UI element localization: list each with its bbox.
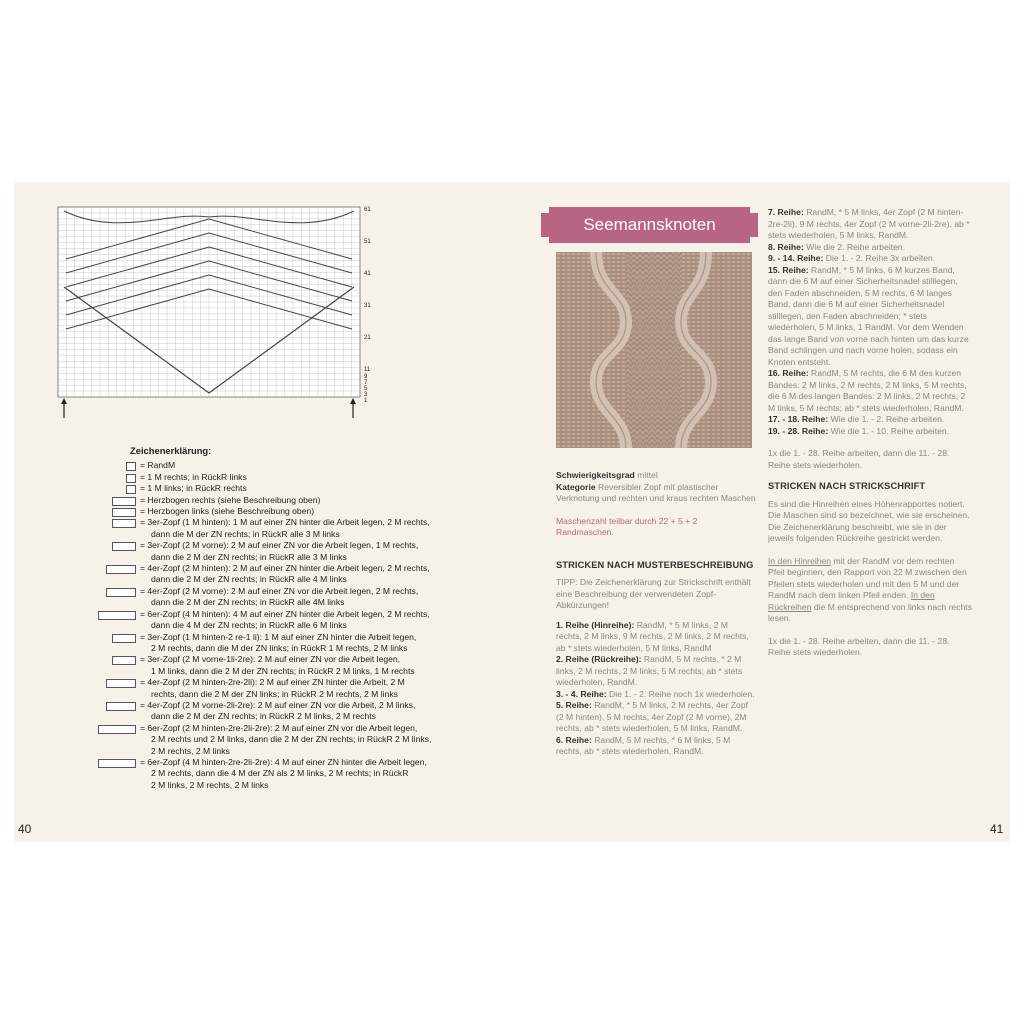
- legend-text: = 4er-Zopf (2 M vorne-2li-2re): 2 M auf einer ZN vor die Arbeit, 2 M links,: [140, 699, 416, 710]
- legend-text: 2 M rechts, dann die 4 M der ZN als 2 M links, 2 M rechts; in RückR: [151, 768, 409, 779]
- legend-text: dann die M der ZN rechts; in RückR alle 3 M links: [151, 528, 340, 539]
- row-text: RandM, * 5 M links, 6 M kurzes Band, dann die 6 M auf einer Sicherheitsnadel stilllegen, den Faden abschneiden, 5 M rechts, 6 M langes Band, dann die 6 M auf einer Sicherheitsnadel stilllegen, den Faden abschneiden; * stets wiederholen, 5 M links, 1 RandM. Vor dem Wenden das lange Band von vorne nach hinten um das kurze Band schlingen und nach vorne holen, sodass ein Knoten entsteht.: [768, 264, 969, 367]
- legend-text: = 3er-Zopf (1 M hinten): 1 M auf einer ZN hinter die Arbeit legen, 2 M rechts,: [140, 517, 430, 528]
- legend-item: [80, 517, 500, 540]
- legend-item: [80, 586, 500, 609]
- page-number-right: 41: [990, 822, 1004, 836]
- legend-symbol-icon: [112, 542, 136, 551]
- legend-item: [80, 677, 500, 700]
- legend-text: dann die 2 M der ZN rechts; in RückR alle 4 M links: [151, 574, 347, 585]
- row-text: Wie die 1. - 10. Reihe arbeiten.: [830, 425, 950, 436]
- legend-item: [80, 757, 500, 791]
- legend-item: [80, 506, 500, 517]
- legend-text: = 3er-Zopf (2 M vorne-1li-2re): 2 M auf einer ZN vor die Arbeit legen,: [140, 654, 401, 665]
- row-label: 7. Reihe:: [768, 207, 804, 217]
- legend-text: = Herzbogen rechts (siehe Beschreibung oben): [140, 494, 321, 505]
- category-label: Kategorie: [556, 481, 596, 492]
- legend-symbol-icon: [112, 656, 136, 665]
- chart-instructions-2: mit der RandM vor dem rechten Pfeil beginnen, den Rapport von 22 M zwischen den Pfeilen stets wiederholen und mit den 5 M und der RandM nach dem linken Pfeil enden.: [768, 555, 967, 600]
- legend-text: = 6er-Zopf (4 M hinten): 4 M auf einer ZN hinter die Arbeit legen, 2 M rechts,: [140, 608, 430, 619]
- row-text: Wie die 2. Reihe arbeiten.: [806, 241, 906, 252]
- chart-row-label: 31: [364, 303, 371, 309]
- legend-symbol-icon: [112, 519, 136, 528]
- chart-instructions: Es sind die Hinreihen eines Höhenrapportes notiert. Die Maschen sind so bezeichnet, wie sie erscheinen. Die Zeichenerklärung beschreibt, wie sie in der jeweils folgenden Rückreihe gestrickt werden.: [768, 498, 970, 543]
- row-label: 9. - 14. Reihe:: [768, 253, 824, 263]
- legend-item: [80, 460, 500, 471]
- chart-row-label: 1: [364, 398, 368, 404]
- knit-sample-photo: [556, 252, 752, 448]
- legend-item: [80, 540, 500, 563]
- legend-text: = 1 M rechts; in RückR links: [140, 471, 247, 482]
- row-instruction: [556, 689, 756, 701]
- legend-symbol-icon: [98, 611, 136, 620]
- difficulty-label: Schwierigkeitsgrad: [556, 470, 635, 480]
- legend-text: 2 M rechts, dann die M der ZN links; in RückR 1 M rechts, 2 M links: [151, 642, 408, 653]
- right-column: [768, 207, 973, 659]
- row-instruction: [768, 253, 973, 265]
- row-text: RandM, 5 M rechts, * 2 M links, 2 M rechts, 2 M links, 5 M rechts; ab * stets wiederholen, RandM.: [556, 654, 743, 687]
- chart-row-label: 5: [364, 386, 368, 392]
- row-text: RandM, * 5 M links, 2 M rechts, 4er Zopf (2 M hinten), 5 M rechts, 4er Zopf (2 M vorne), 2M rechts, ab * stets wiederholen, 5 M links, RandM.: [556, 700, 749, 733]
- row-label: 6. Reihe:: [556, 734, 592, 745]
- legend-text: = 6er-Zopf (4 M hinten-2re-2li-2re): 4 M auf einer ZN hinter die Arbeit legen,: [140, 756, 427, 767]
- knitting-chart: [50, 205, 380, 420]
- row-text: RandM, * 5 M links, 4er Zopf (2 M hinten-2re-2li), 9 M rechts, 4er Zopf (2 M vorne-2li-2re), ab * stets wiederholen, 5 M links, RandM.: [768, 207, 970, 240]
- row-label: 5. Reihe:: [556, 700, 592, 710]
- difficulty-value: mittel: [637, 470, 658, 480]
- row-text: Wie die 1. - 2. Reihe arbeiten.: [830, 414, 945, 424]
- row-instruction: [768, 414, 973, 426]
- chart-row-label: 61: [364, 207, 371, 213]
- legend-text: = 6er-Zopf (2 M hinten-2re-2li-2re): 2 M auf einer ZN vor die Arbeit legen,: [140, 722, 418, 733]
- legend-item: [80, 472, 500, 483]
- row-text: RandM, * 5 M links, 2 M rechts, 2 M links, 9 M rechts, 2 M links, 2 M rechts, ab * stets wiederholen, 5 M links, RandM: [556, 619, 749, 653]
- row-text: RandM, 5 M rechts, die 6 M des kurzen Bandes: 2 M links, 2 M rechts, 2 M links, 5 M rechts, die 6 M des langen Bandes: 2 M links, 2 M rechts, 2 M links, 5 M rechts; ab * stets wiederholen, RandM.: [768, 368, 967, 413]
- row-text: Die 1. - 2. Reihe 3x arbeiten.: [825, 253, 936, 263]
- legend-text: 2 M rechts und 2 M links, dann die 2 M der ZN rechts; in RückR 2 M links,: [151, 734, 432, 745]
- chart-row-label: 11: [364, 367, 371, 373]
- row-instruction: [768, 368, 973, 414]
- repeat-note: 1x die 1. - 28. Reihe arbeiten, dann die 11. - 28. Reihe stets wiederholen.: [768, 448, 950, 470]
- row-instruction: [768, 265, 973, 369]
- row-instruction: [556, 620, 756, 655]
- legend-symbol-icon: [126, 474, 136, 483]
- legend-text: = 3er-Zopf (2 M vorne): 2 M auf einer ZN vor die Arbeit legen, 1 M rechts,: [140, 540, 419, 551]
- row-instruction: [768, 242, 973, 254]
- page-number-left: 40: [18, 822, 32, 836]
- legend-symbol-icon: [106, 588, 136, 597]
- legend-heading: Zeichenerklärung:: [130, 445, 212, 456]
- row-label: 2. Reihe (Rückreihe):: [556, 654, 642, 664]
- legend-text: = 4er-Zopf (2 M hinten-2re-2li): 2 M auf einer ZN hinter die Arbeit, 2 M: [140, 677, 405, 688]
- left-column: [556, 470, 756, 758]
- row-label: 17. - 18. Reihe:: [768, 414, 829, 424]
- row-instruction: [556, 735, 756, 758]
- chart-row-label: 7: [364, 380, 368, 386]
- chart-row-label: 41: [364, 271, 371, 277]
- legend-item: [80, 563, 500, 586]
- legend-text: 2 M rechts, 2 M links: [151, 745, 230, 756]
- legend-text: dann die 2 M der ZN rechts; in RückR 2 M links, 2 M rechts: [151, 711, 376, 722]
- legend-symbol-icon: [112, 634, 136, 643]
- row-instruction: [768, 207, 973, 242]
- row-label: 8. Reihe:: [768, 241, 804, 252]
- row-label: 1. Reihe (Hinreihe):: [556, 619, 635, 630]
- row-label: 3. - 4. Reihe:: [556, 688, 607, 699]
- pattern-title: Seemannsknoten: [549, 207, 750, 243]
- row-instruction: [556, 700, 756, 735]
- category-value: Reversibler Zopf mit plastischer Verknotung und rechten und kraus rechten Maschen: [556, 481, 756, 503]
- chart-row-label: 51: [364, 239, 371, 245]
- section-heading-chart: STRICKEN NACH STRICKSCHRIFT: [768, 481, 926, 491]
- chart-row-label: 21: [364, 335, 371, 341]
- legend-text: = RandM: [140, 460, 176, 471]
- legend-item: [80, 723, 500, 757]
- legend-symbol-icon: [98, 725, 136, 734]
- legend-text: 1 M links, dann die 2 M der ZN rechts; in RückR 2 M links, 1 M rechts: [151, 665, 415, 676]
- link-hinreihen: In den Hinreihen: [768, 555, 832, 566]
- link-rueckreihen: In den Rückreihen: [768, 590, 935, 612]
- legend-symbol-icon: [98, 759, 136, 768]
- row-label: 16. Reihe:: [768, 368, 809, 378]
- legend-text: = 3er-Zopf (1 M hinten-2 re-1 li): 1 M auf einer ZN hinter die Arbeit legen,: [140, 631, 417, 642]
- chart-row-label: 9: [364, 374, 368, 380]
- row-text: RandM, 5 M rechts, * 6 M links, 5 M rechts, ab * stets wiederholen, RandM.: [556, 734, 731, 756]
- row-label: 19. - 28. Reihe:: [768, 425, 829, 436]
- legend-symbol-icon: [106, 702, 136, 711]
- legend: [80, 445, 500, 791]
- legend-symbol-icon: [106, 565, 136, 574]
- section-heading-description: STRICKEN NACH MUSTERBESCHREIBUNG: [556, 559, 754, 570]
- repeat-note-2: 1x die 1. - 28. Reihe arbeiten, dann die 11. - 28. Reihe stets wiederholen.: [768, 635, 950, 657]
- legend-text: = Herzbogen links (siehe Beschreibung oben): [140, 506, 315, 517]
- row-instruction: [768, 426, 973, 438]
- legend-symbol-icon: [112, 497, 136, 506]
- legend-text: dann die 2 M der ZN rechts; in RückR alle 4M links: [151, 597, 345, 608]
- stitch-count: Maschenzahl teilbar durch 22 + 5 + 2 Randmaschen.: [556, 515, 698, 537]
- legend-item: [80, 632, 500, 655]
- legend-symbol-icon: [112, 508, 136, 517]
- legend-item: [80, 483, 500, 494]
- legend-text: dann die 4 M der ZN rechts; in RückR alle 6 M links: [151, 620, 347, 631]
- legend-symbol-icon: [106, 679, 136, 688]
- legend-text: = 4er-Zopf (2 M vorne): 2 M auf einer ZN vor die Arbeit legen, 2 M rechts,: [140, 585, 419, 596]
- row-text: Die 1. - 2. Reihe noch 1x wiederholen.: [609, 688, 755, 699]
- tip-text: Die Zeichenerklärung zur Strickschrift enthält eine Beschreibung der verwendeten Zopf-Abkürzungen!: [556, 577, 751, 610]
- legend-item: [80, 495, 500, 506]
- row-instruction: [556, 654, 756, 689]
- legend-symbol-icon: [126, 462, 136, 471]
- legend-text: dann die 2 M der ZN rechts; in RückR alle 3 M links: [151, 551, 347, 562]
- legend-item: [80, 654, 500, 677]
- chart-instructions-3: die M entsprechend von links nach rechts lesen.: [768, 601, 972, 623]
- row-label: 15. Reihe:: [768, 264, 809, 275]
- chart-row-label: 3: [364, 392, 368, 398]
- tip-label: TIPP:: [556, 577, 578, 587]
- legend-text: rechts, dann die 2 M der ZN links; in RückR 2 M rechts, 2 M links: [151, 688, 398, 699]
- legend-text: = 4er-Zopf (2 M hinten): 2 M auf einer ZN hinter die Arbeit legen, 2 M rechts,: [140, 563, 430, 574]
- legend-item: [80, 609, 500, 632]
- legend-text: 2 M links, 2 M rechts, 2 M links: [151, 779, 269, 790]
- legend-item: [80, 700, 500, 723]
- legend-text: = 1 M links; in RückR rechts: [140, 483, 247, 494]
- legend-symbol-icon: [126, 485, 136, 494]
